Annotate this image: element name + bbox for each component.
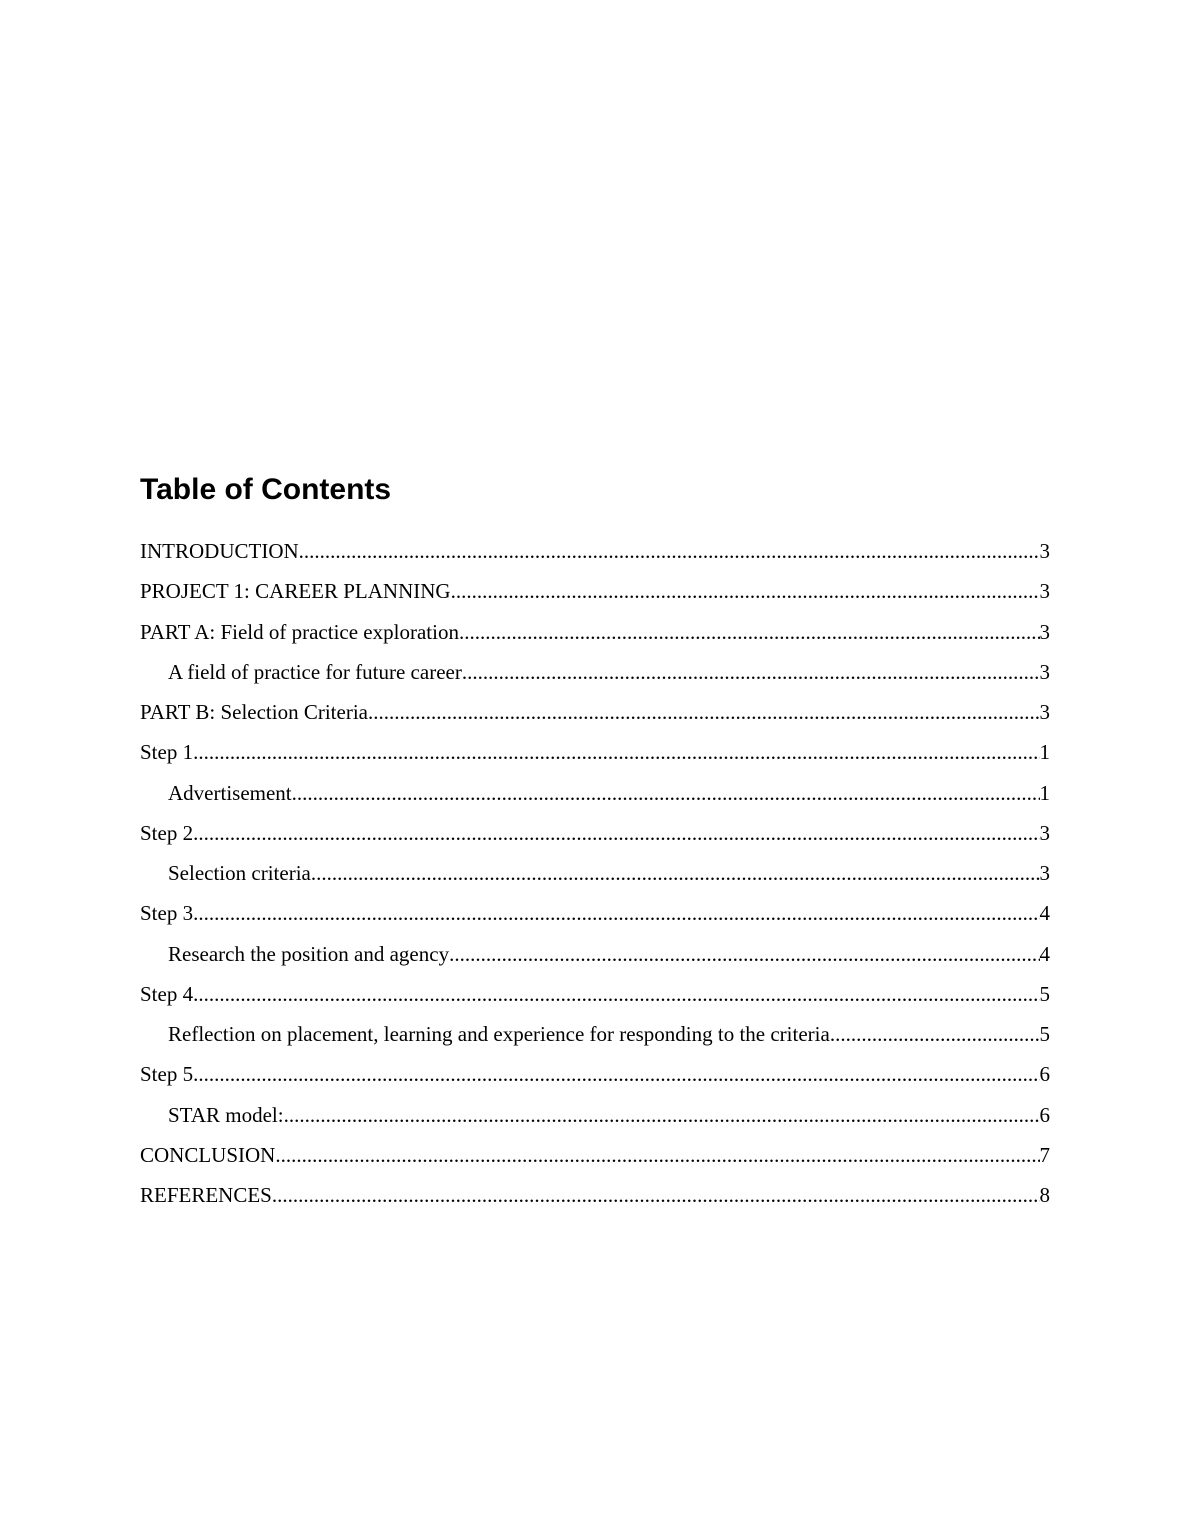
dot-leader bbox=[311, 858, 1040, 888]
toc-entry-label: Step 5 bbox=[140, 1059, 193, 1089]
dot-leader bbox=[284, 1100, 1040, 1130]
dot-leader bbox=[275, 1140, 1039, 1170]
toc-entry-step-3[interactable] bbox=[140, 898, 1050, 938]
toc-entry-page: 4 bbox=[1039, 941, 1050, 966]
toc-entry-label: CONCLUSION bbox=[140, 1140, 275, 1170]
toc-title: Table of Contents bbox=[140, 473, 392, 506]
toc-entry-page: 1 bbox=[1039, 740, 1050, 765]
toc-entry-part-a[interactable] bbox=[140, 617, 1050, 657]
toc-entry-page: 3 bbox=[1039, 619, 1050, 644]
toc-entry-label: A field of practice for future career bbox=[168, 657, 462, 687]
toc-entry-conclusion[interactable] bbox=[140, 1140, 1050, 1180]
dot-leader bbox=[272, 1180, 1040, 1210]
toc-entry-references[interactable] bbox=[140, 1180, 1050, 1220]
toc-entry-page: 1 bbox=[1039, 780, 1050, 805]
toc-entry-page: 5 bbox=[1039, 981, 1050, 1006]
dot-leader bbox=[462, 657, 1040, 687]
toc-entry-label: Step 3 bbox=[140, 898, 193, 928]
toc-entry-step-2[interactable] bbox=[140, 818, 1050, 858]
toc-entry-label: PART B: Selection Criteria bbox=[140, 697, 368, 727]
dot-leader bbox=[193, 898, 1039, 928]
dot-leader bbox=[193, 1059, 1039, 1089]
toc-entry-label: STAR model: bbox=[168, 1100, 284, 1130]
toc-entry-label: Research the position and agency bbox=[168, 939, 449, 969]
dot-leader bbox=[299, 536, 1040, 566]
toc-entry-page: 3 bbox=[1039, 539, 1050, 563]
toc-entry-page: 5 bbox=[1039, 1022, 1050, 1046]
toc-entry-label: Step 4 bbox=[140, 979, 193, 1009]
toc-entry-introduction[interactable] bbox=[140, 536, 1050, 576]
toc-entry-label: Selection criteria bbox=[168, 858, 311, 888]
toc-entry-label: REFERENCES bbox=[140, 1180, 272, 1210]
toc-entry-label: Step 2 bbox=[140, 818, 193, 848]
dot-leader bbox=[193, 737, 1039, 767]
toc-entry-page: 6 bbox=[1039, 1102, 1050, 1127]
toc-entry-reflection[interactable] bbox=[140, 1019, 1050, 1059]
toc-entry-field-of-practice[interactable] bbox=[140, 657, 1050, 697]
toc-entry-page: 6 bbox=[1039, 1062, 1050, 1087]
toc-entry-page: 7 bbox=[1039, 1142, 1050, 1167]
toc-entry-label: Advertisement bbox=[168, 778, 292, 808]
toc-entry-page: 4 bbox=[1039, 901, 1050, 926]
toc-entry-step-4[interactable] bbox=[140, 979, 1050, 1019]
toc-list bbox=[140, 536, 1050, 1220]
toc-entry-label: Step 1 bbox=[140, 737, 193, 767]
dot-leader bbox=[459, 617, 1040, 647]
toc-entry-step-1[interactable] bbox=[140, 737, 1050, 777]
toc-entry-label: Reflection on placement, learning and experience for responding to the criteria bbox=[168, 1019, 830, 1049]
dot-leader bbox=[193, 979, 1039, 1009]
toc-entry-page: 3 bbox=[1039, 820, 1050, 845]
toc-entry-project-1[interactable] bbox=[140, 576, 1050, 616]
toc-entry-star-model[interactable] bbox=[140, 1100, 1050, 1140]
dot-leader bbox=[830, 1019, 1040, 1049]
toc-entry-page: 3 bbox=[1039, 579, 1050, 604]
toc-entry-step-5[interactable] bbox=[140, 1059, 1050, 1099]
toc-entry-label: PROJECT 1: CAREER PLANNING bbox=[140, 576, 451, 606]
dot-leader bbox=[368, 697, 1040, 727]
toc-entry-page: 3 bbox=[1039, 659, 1050, 684]
toc-entry-selection-criteria[interactable] bbox=[140, 858, 1050, 898]
dot-leader bbox=[449, 939, 1039, 969]
dot-leader bbox=[193, 818, 1039, 848]
toc-entry-part-b[interactable] bbox=[140, 697, 1050, 737]
toc-entry-advertisement[interactable] bbox=[140, 778, 1050, 818]
toc-entry-page: 3 bbox=[1039, 700, 1050, 724]
dot-leader bbox=[292, 778, 1040, 808]
dot-leader bbox=[451, 576, 1040, 606]
toc-entry-page: 8 bbox=[1039, 1183, 1050, 1207]
toc-entry-label: PART A: Field of practice exploration bbox=[140, 617, 459, 647]
toc-entry-page: 3 bbox=[1039, 861, 1050, 885]
toc-entry-research-position[interactable] bbox=[140, 939, 1050, 979]
toc-entry-label: INTRODUCTION bbox=[140, 536, 299, 566]
